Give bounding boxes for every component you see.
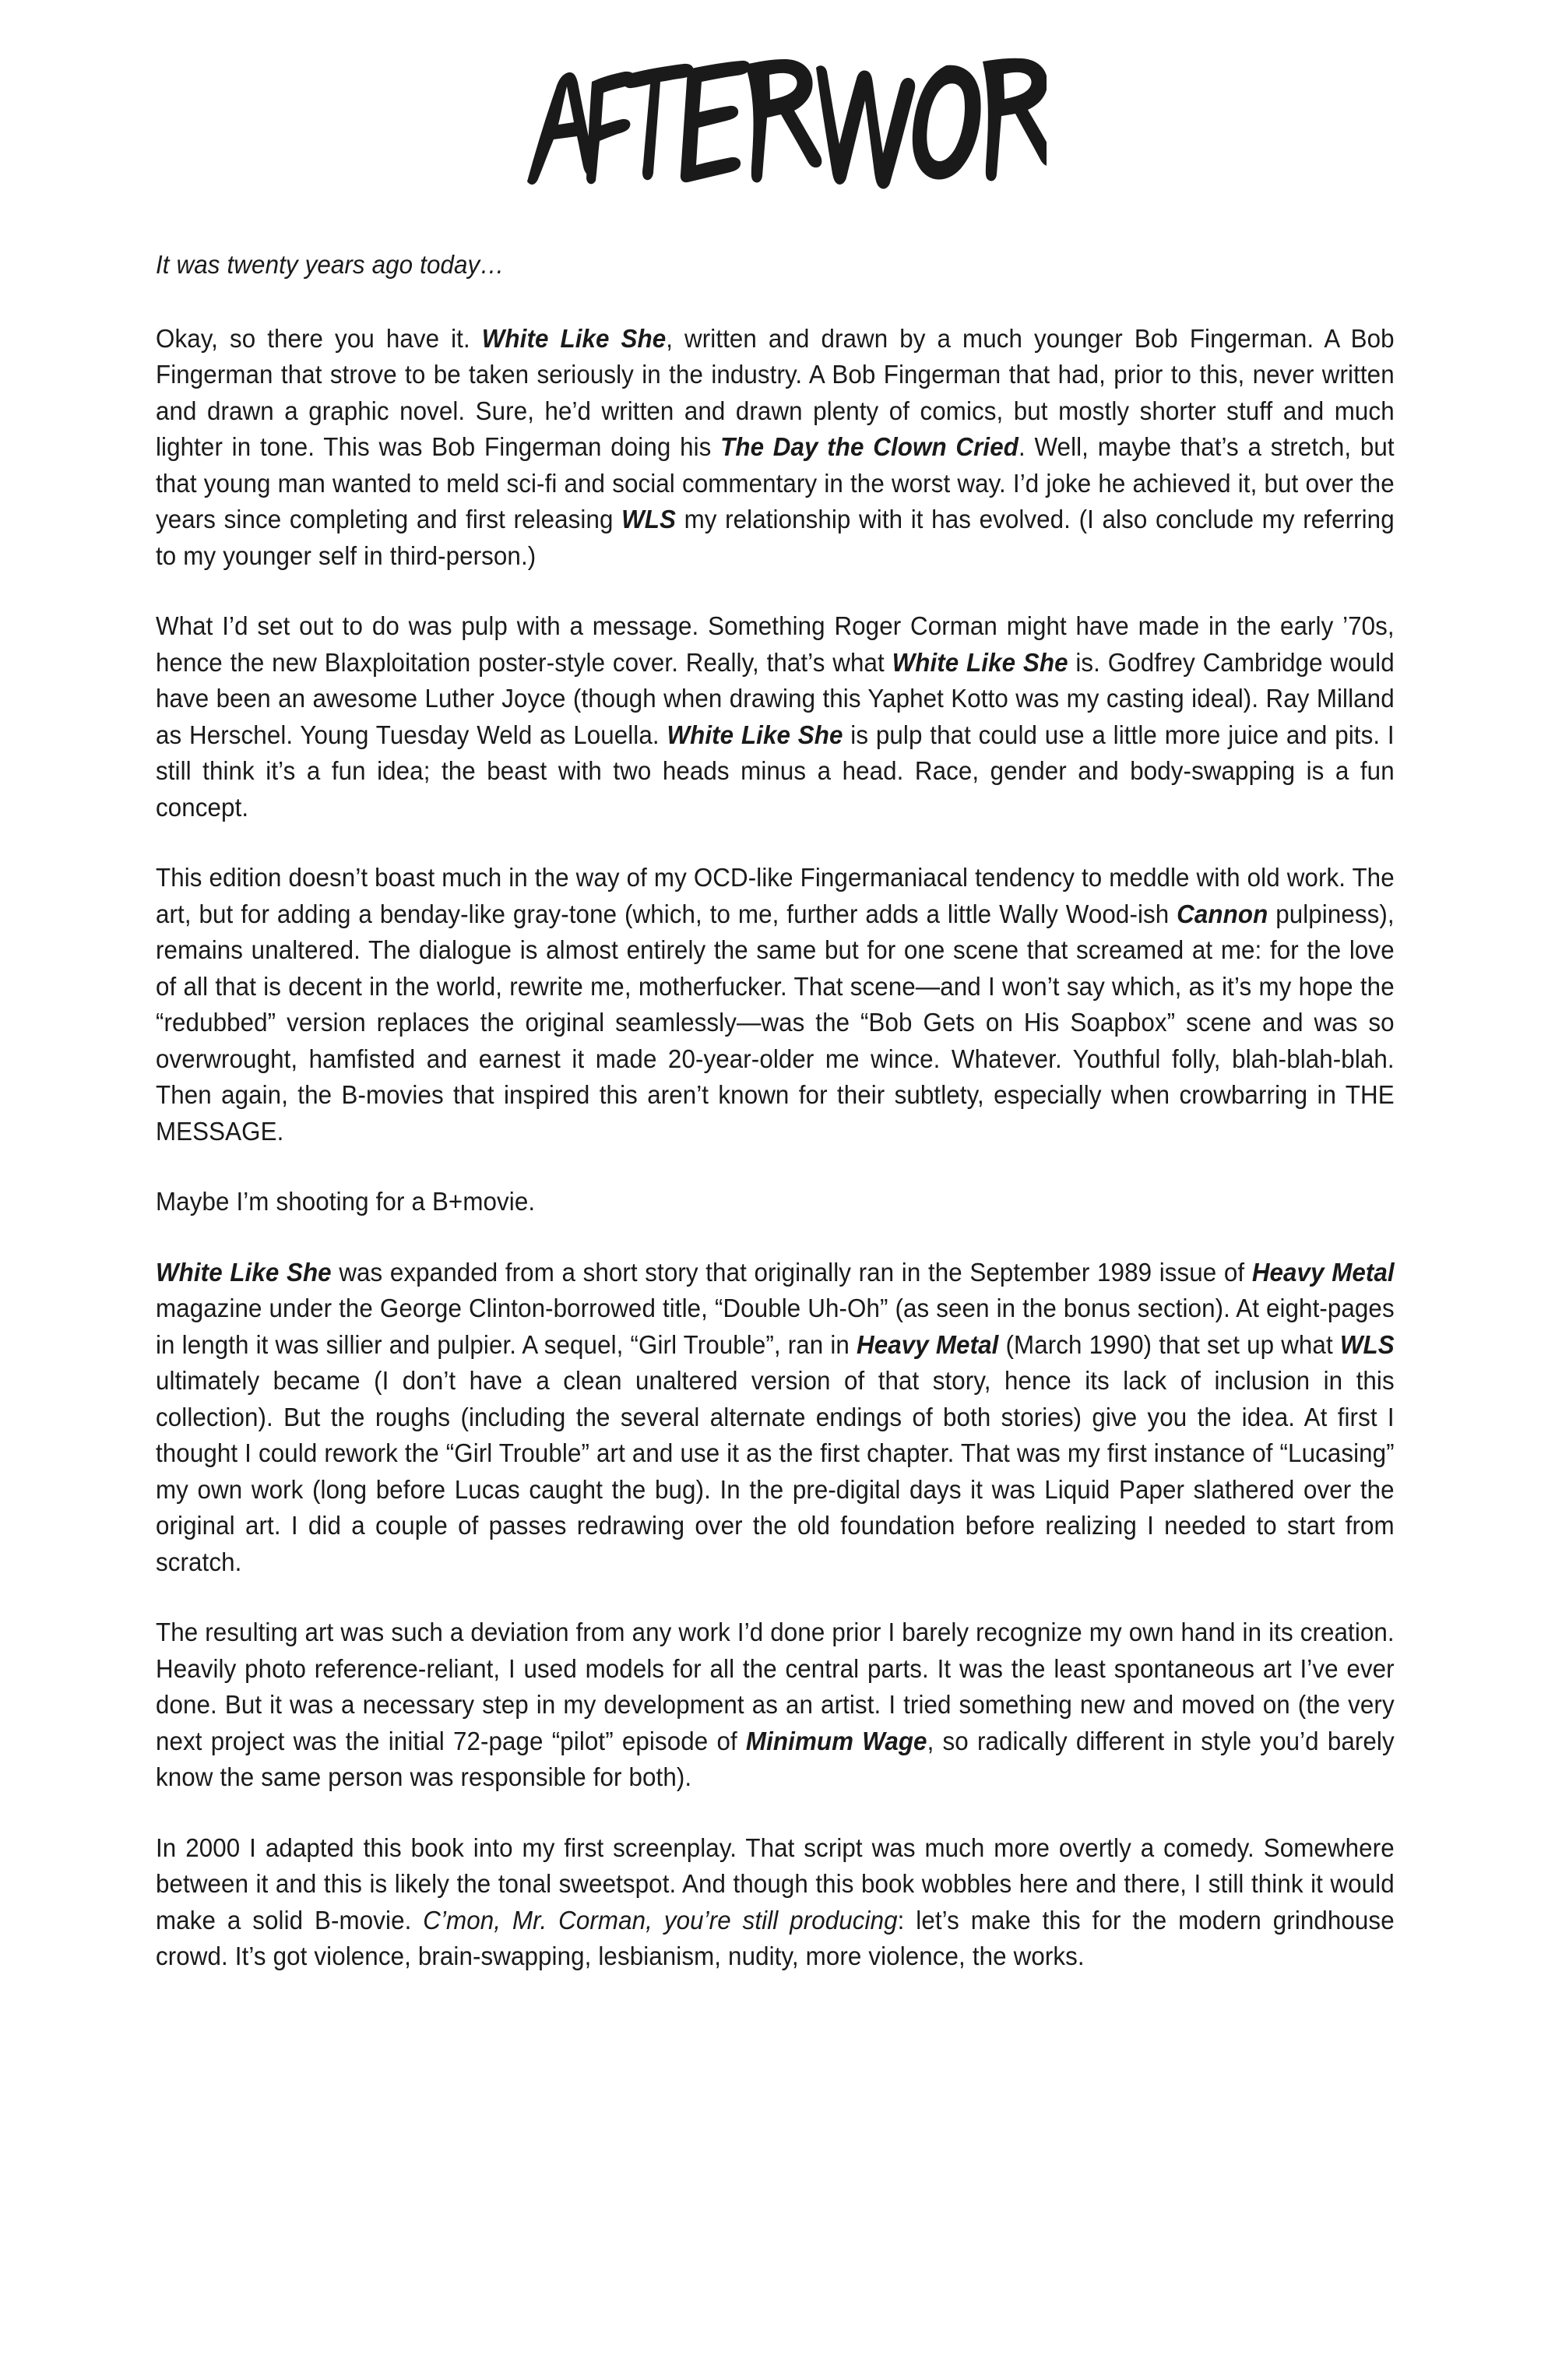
work-title: White Like She	[156, 1258, 332, 1287]
work-title: The Day the Clown Cried	[720, 433, 1019, 462]
text-run: ultimately became (I don’t have a clean unaltered version of that story, hence its lack of inclusion in this collection). But the roughs (including the several alternate endings of both stories) give you the idea. At first I thought I could rework the “Girl Trouble” art and use it as the first chapter. That was my first instance of “Lucasing” my own work (long before Lucas caught the bug). In the pre-digital days it was Liquid Paper slathered over the original art. I did a couple of passes redrawing over the old foundation before realizing I needed to start from scratch.	[156, 1367, 1395, 1577]
work-title: White Like She	[481, 324, 667, 354]
text-run: magazine under the George Clinton-borrowed title, “Double Uh-Oh” (as seen in the bonus section). At eight-pages in length it was sillier and pulpier. A sequel, “Girl Trouble”, ran in	[156, 1294, 1395, 1360]
text-run: Maybe I’m shooting for a B+movie.	[156, 1188, 536, 1216]
work-title: Cannon	[1177, 900, 1268, 929]
para-6	[156, 1615, 1394, 1797]
afterword-body	[156, 248, 1394, 1976]
text-run: The resulting art was such a deviation from any work I’d done prior I barely recognize my own hand in its creation. Heavily photo reference-reliant, I used models for all the central parts. It was the least spontaneous art I’ve ever done. But it was a necessary step in my development as an artist. I tried something new and moved on (the very next project was the initial 72-page “pilot” episode of	[156, 1618, 1395, 1756]
text-run: This edition doesn’t boast much in the way of my OCD-like Fingermaniacal tendency to meddle with old work. The art, but for adding a benday-like gray-tone (which, to me, further adds a little Wally Wood-ish	[156, 864, 1395, 929]
text-run: , written and drawn by a much younger Bob Fingerman. A Bob Fingerman that strove to be taken seriously in the industry. A Bob Fingerman that had, prior to this, never written and drawn a graphic novel. Sure, he’d written and drawn plenty of comics, but mostly shorter stuff and much lighter in tone. This was Bob Fingerman doing his	[156, 324, 1395, 462]
para-7	[156, 1831, 1394, 1976]
page-title	[0, 47, 1548, 202]
epigraph-text: It was twenty years ago today…	[156, 251, 505, 280]
text-run: is pulp that could use a little more juice and pits. I still think it’s a fun idea; the beast with two heads minus a head. Race, gender and body-swapping is a fun concept.	[156, 720, 1395, 822]
para-2	[156, 609, 1394, 826]
para-3	[156, 861, 1394, 1150]
text-run: (March 1990) that set up what	[998, 1330, 1340, 1360]
text-run: was expanded from a short story that originally ran in the September 1989 issue of	[331, 1258, 1252, 1287]
emphasis-text: C’mon, Mr. Corman, you’re still producing	[423, 1906, 898, 1935]
text-run: . Well, maybe that’s a stretch, but that young man wanted to meld sci-fi and social commentary in the worst way. I’d joke he achieved it, but over the years since completing and first releasing	[156, 433, 1395, 534]
paragraph-text	[156, 1615, 1395, 1797]
paragraph-text	[156, 609, 1395, 826]
text-run: my relationship with it has evolved. (I also conclude my referring to my younger self in third-person.)	[156, 505, 1395, 571]
text-run: What I’d set out to do was pulp with a message. Something Roger Corman might have made in the early ’70s, hence the new Blaxploitation poster-style cover. Really, that’s what	[156, 612, 1395, 678]
work-title: Heavy Metal	[1251, 1258, 1395, 1287]
epigraph	[156, 248, 1394, 284]
paragraph-text	[156, 322, 1395, 576]
text-run: , so radically different in style you’d barely know the same person was responsible for both).	[156, 1727, 1395, 1792]
text-run: pulpiness), remains unaltered. The dialogue is almost entirely the same but for one scene that screamed at me: for the love of all that is decent in the world, rewrite me, motherfucker. That scene—and I won’t say which, as it’s my hope the “redubbed” version replaces the original seamlessly—was the “Bob Gets on His Soapbox” scene and was so overwrought, hamfisted and earnest it made 20-year-older me wince. Whatever. Youthful folly, blah-blah-blah. Then again, the B-movies that inspired this aren’t known for their subtlety, especially when crowbarring in THE MESSAGE.	[156, 900, 1395, 1146]
work-title: Minimum Wage	[745, 1727, 927, 1756]
para-5	[156, 1255, 1394, 1582]
paragraph-text	[156, 1255, 1395, 1582]
text-run: is. Godfrey Cambridge would have been an awesome Luther Joyce (though when drawing this Yaphet Kotto was my casting ideal). Ray Milland as Herschel. Young Tuesday Weld as Louella.	[156, 648, 1395, 750]
text-run: In 2000 I adapted this book into my first screenplay. That script was much more overtly a comedy. Somewhere between it and this is likely the tonal sweetspot. And though this book wobbles here and there, I still think it would make a solid B-movie.	[156, 1833, 1395, 1935]
work-title: White Like She	[667, 720, 843, 750]
paragraph-text	[156, 1185, 1395, 1221]
text-run: Okay, so there you have it.	[156, 324, 482, 354]
work-title: WLS	[621, 505, 676, 534]
work-title: White Like She	[892, 648, 1068, 678]
para-4	[156, 1185, 1394, 1221]
text-run: : let’s make this for the modern grindhouse crowd. It’s got violence, brain-swapping, lesbianism, nudity, more violence, the works.	[156, 1906, 1395, 1971]
afterword-hand-lettering-icon	[501, 51, 1047, 199]
paragraph-text	[156, 861, 1395, 1150]
paragraph-text	[156, 1831, 1395, 1976]
para-1	[156, 322, 1394, 576]
paragraph-list	[156, 322, 1394, 1976]
work-title: WLS	[1339, 1330, 1395, 1360]
work-title: Heavy Metal	[857, 1330, 999, 1360]
